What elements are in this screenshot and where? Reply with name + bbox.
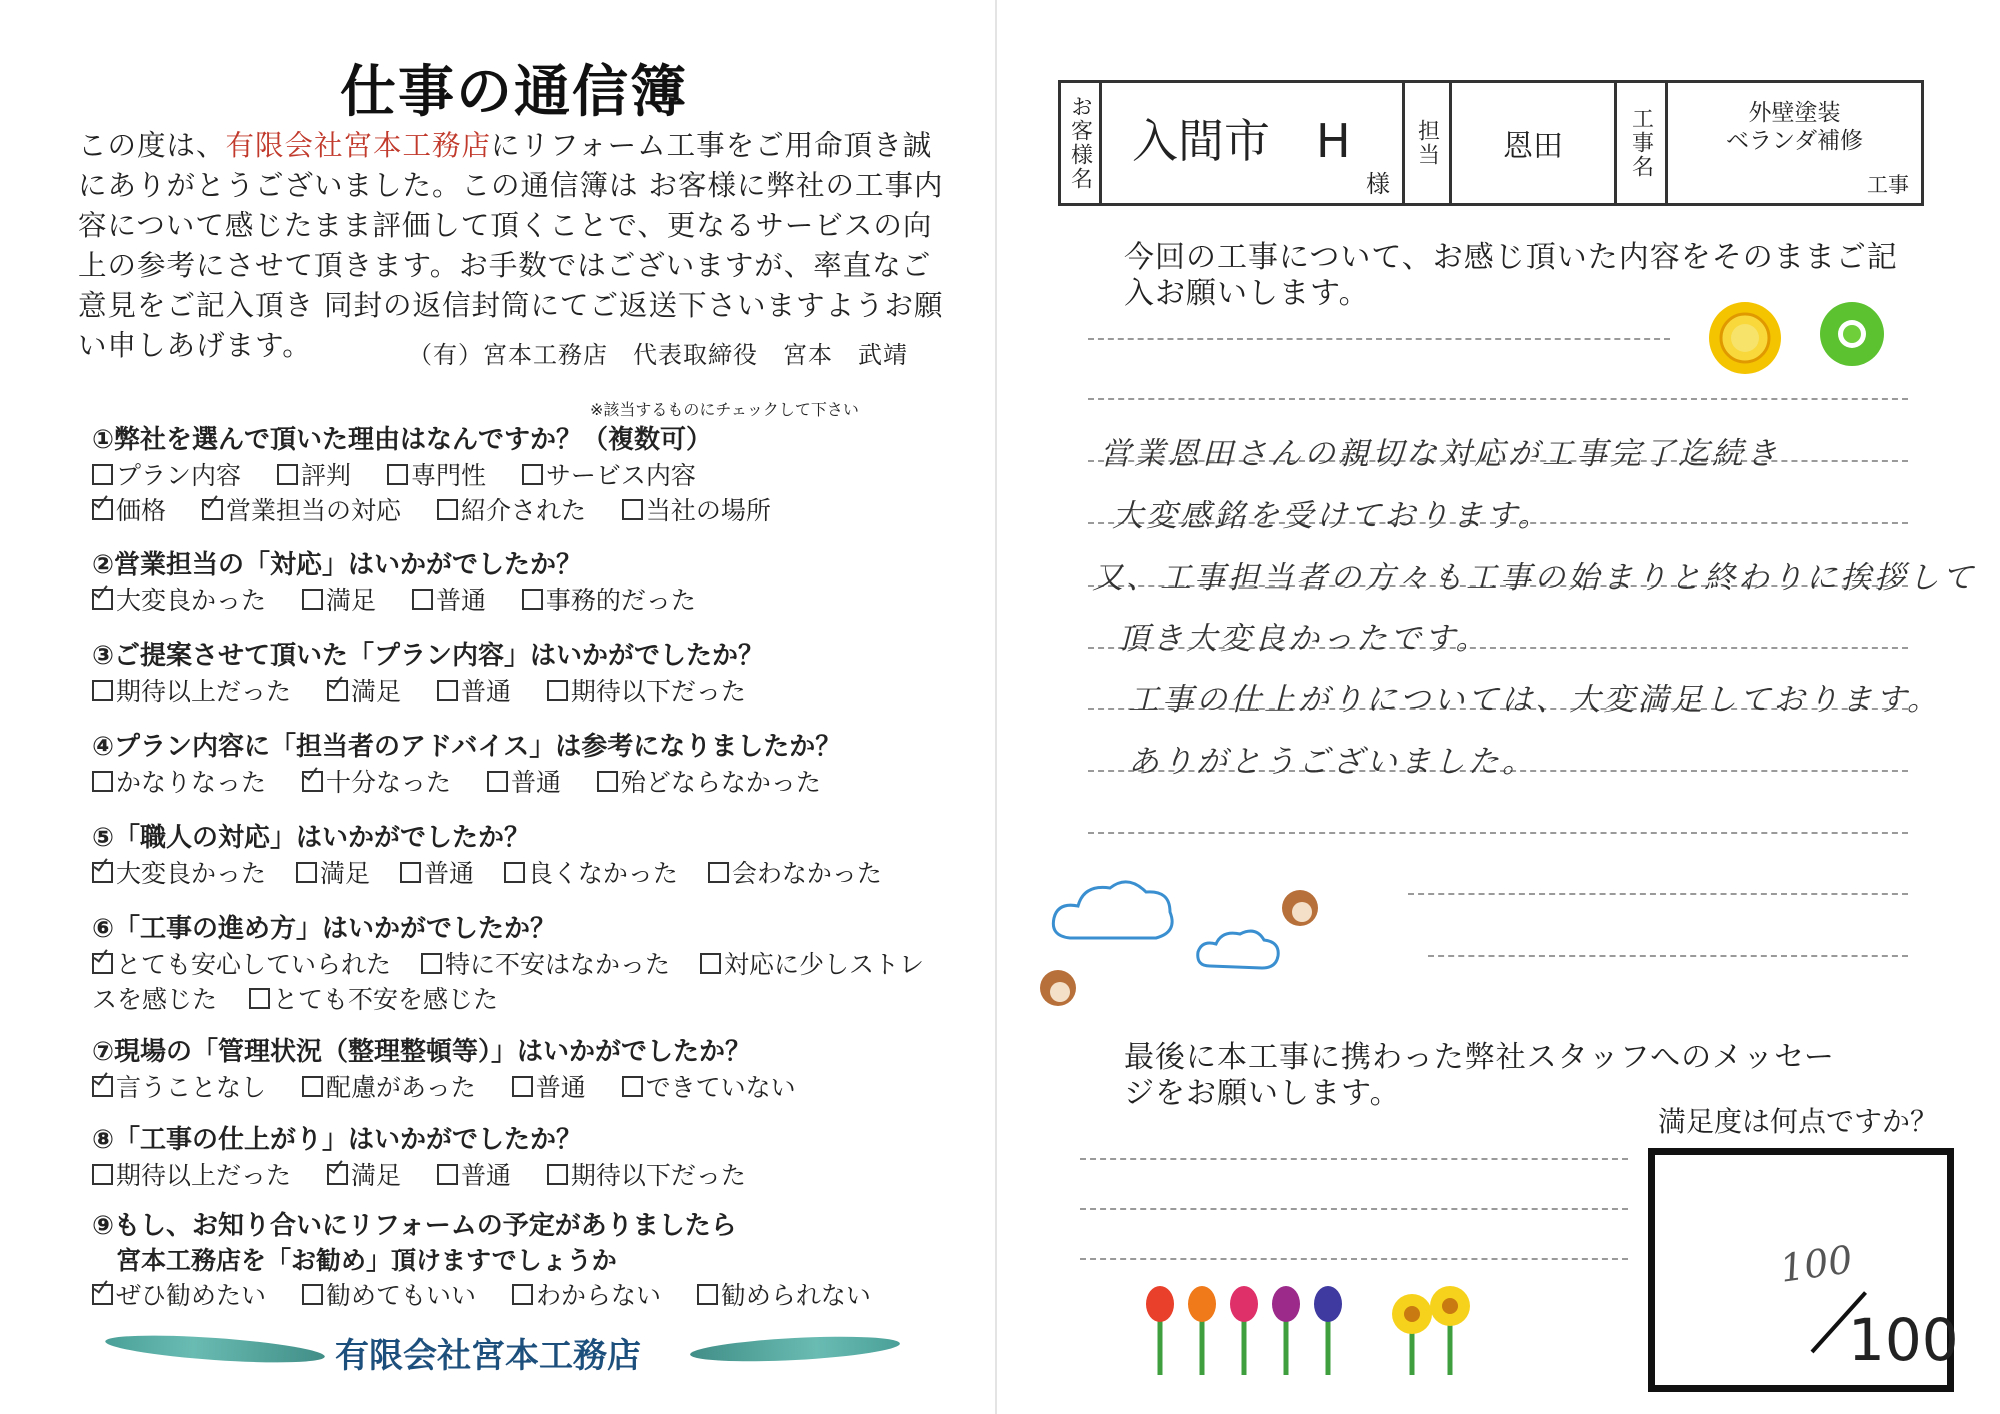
checkbox[interactable]	[277, 464, 298, 485]
option-label: 普通	[460, 1161, 511, 1190]
checkbox[interactable]	[512, 1284, 533, 1305]
checkbox[interactable]	[387, 464, 408, 485]
option-label: 当社の場所	[645, 496, 771, 525]
checkbox[interactable]	[92, 680, 113, 701]
question-title: ⑦現場の「管理状況（整理整頓等）」はいかがでしたか？	[92, 1037, 752, 1067]
option-label: とても不安を感じた	[272, 985, 498, 1014]
green-flower-icon	[1820, 302, 1884, 366]
option[interactable]	[302, 1070, 476, 1105]
option-label: 会わなかった	[731, 859, 882, 888]
option[interactable]	[622, 493, 771, 528]
option[interactable]	[547, 674, 746, 709]
option[interactable]	[512, 1070, 586, 1105]
handwritten-comment: 工事の仕上がりについては、大変満足しております。	[1128, 682, 1941, 718]
option-label: 期待以下だった	[570, 1161, 746, 1190]
checkbox-checked[interactable]	[302, 771, 323, 792]
tulip-icon	[1146, 1286, 1174, 1322]
option[interactable]	[437, 674, 511, 709]
option-label: とても安心していられた	[116, 950, 392, 979]
checkbox[interactable]	[302, 1284, 323, 1305]
checkbox[interactable]	[302, 1076, 323, 1097]
customer-cell	[1102, 83, 1405, 203]
option[interactable]	[92, 1158, 291, 1193]
option-label: 普通	[510, 768, 561, 797]
question-5	[92, 820, 952, 891]
writing-line	[1088, 338, 1670, 340]
option-label: 普通	[535, 1073, 586, 1102]
checkbox-checked[interactable]	[92, 499, 113, 520]
option[interactable]	[547, 1158, 746, 1193]
option[interactable]	[412, 583, 486, 618]
work-cell	[1668, 83, 1921, 203]
option-label: 期待以下だった	[570, 677, 746, 706]
writing-line	[1428, 955, 1908, 957]
handwritten-comment: ありがとうございました。	[1128, 744, 1536, 780]
option[interactable]	[504, 856, 678, 891]
tulips-decoration	[1140, 1280, 1480, 1380]
intro-before: この度は、	[78, 129, 226, 162]
option[interactable]	[622, 1070, 796, 1105]
option-label: 勧めてもいい	[325, 1281, 476, 1310]
work-label: 工事名	[1617, 83, 1668, 203]
tulip-icon	[1314, 1286, 1342, 1322]
question-title: ④プラン内容に「担当者のアドバイス」は参考になりましたか？	[92, 732, 842, 762]
checkbox[interactable]	[487, 771, 508, 792]
intro-after: にリフォーム工事をご用命頂き誠にありがとうございました。この通信簿は お客様に弊社の工事内容について感じたまま評価して頂くことで、更なるサービスの向上の参考にさせて頂きます。お手数ではございますが、率直なご意見をご記入頂き 同封の返信封筒にてご返送下さいますようお願い申しあげます。	[78, 129, 944, 362]
page-fold	[995, 0, 997, 1414]
option-label: 営業担当の対応	[225, 496, 401, 525]
work-suffix: 工事	[1867, 173, 1909, 197]
option[interactable]	[597, 765, 821, 800]
score-handwritten: 100	[1777, 1237, 1856, 1291]
checkbox-checked[interactable]	[92, 589, 113, 610]
work-line-2: ベランダ補修	[1725, 128, 1864, 154]
sunflower-icon	[1709, 302, 1781, 374]
question-title-line2: 宮本工務店を「お勧め」頂けますでしょうか	[116, 1246, 617, 1275]
option-label: 満足	[350, 1161, 401, 1190]
option[interactable]	[437, 1158, 511, 1193]
option-label: 満足	[325, 586, 376, 615]
option-label: 期待以上だった	[116, 677, 292, 706]
question-2	[92, 547, 952, 618]
question-title: ②営業担当の「対応」はいかがでしたか？	[92, 550, 583, 580]
message-prompt: 最後に本工事に携わった弊社スタッフへのメッセージをお願いします。	[1124, 1040, 1835, 1111]
cloud-icon	[1053, 882, 1278, 968]
score-max: 100	[1848, 1306, 1959, 1374]
option-label: 満足	[319, 859, 370, 888]
option-label: 殆どならなかった	[620, 768, 821, 797]
flower-decoration	[1700, 298, 1900, 378]
customer-name: 入間市 H	[1132, 114, 1351, 168]
handwritten-comment: 営業恩田さんの親切な対応が工事完了迄続き	[1100, 436, 1780, 472]
option-label: 価格	[116, 496, 167, 525]
checkbox[interactable]	[421, 953, 442, 974]
question-title: ⑧「工事の仕上がり」はいかがでしたか？	[92, 1125, 583, 1155]
option[interactable]	[92, 856, 266, 891]
option-label: 十分なった	[325, 768, 451, 797]
checkbox[interactable]	[522, 464, 543, 485]
question-title: ⑨もし、お知り合いにリフォームの予定がありましたら	[92, 1211, 737, 1241]
checkbox[interactable]	[622, 1076, 643, 1097]
staff-label: 担当	[1405, 83, 1452, 203]
option[interactable]	[92, 765, 266, 800]
checkbox[interactable]	[597, 771, 618, 792]
option-label: 対応に少しストレスを感じた	[92, 950, 924, 1014]
checkbox[interactable]	[412, 589, 433, 610]
checkbox[interactable]	[437, 1164, 458, 1185]
option[interactable]	[487, 765, 561, 800]
option[interactable]	[387, 458, 486, 493]
option-label: 紹介された	[460, 496, 586, 525]
option-label: 特に不安はなかった	[444, 950, 670, 979]
option-label: 良くなかった	[527, 859, 678, 888]
tulip-icon	[1272, 1286, 1300, 1322]
option[interactable]	[296, 856, 370, 891]
brush-stroke-decoration	[105, 1330, 326, 1367]
question-8	[92, 1122, 952, 1193]
clouds-birds-decoration	[1030, 870, 1350, 1020]
check-note: ※該当するものにチェックして下さい	[590, 400, 859, 419]
checkbox[interactable]	[697, 1284, 718, 1305]
writing-line	[1088, 398, 1908, 400]
work-name	[1668, 99, 1921, 155]
checkbox-checked[interactable]	[202, 499, 223, 520]
checkbox[interactable]	[504, 862, 525, 883]
option[interactable]	[327, 674, 401, 709]
option[interactable]	[202, 493, 401, 528]
footer-company-name: 有限会社宮本工務店	[335, 1336, 641, 1376]
question-9	[92, 1208, 952, 1313]
checkbox[interactable]	[249, 988, 270, 1009]
signature: （有）宮本工務店 代表取締役 宮本 武靖	[408, 341, 908, 369]
checkbox-checked[interactable]	[92, 1284, 113, 1305]
question-title: ⑤「職人の対応」はいかがでしたか？	[92, 823, 531, 853]
option[interactable]	[92, 1278, 266, 1313]
option-label: プラン内容	[116, 461, 242, 490]
writing-line	[1088, 832, 1908, 834]
checkbox[interactable]	[400, 862, 421, 883]
option[interactable]	[277, 458, 351, 493]
checkbox[interactable]	[437, 680, 458, 701]
bird-icon	[1040, 970, 1076, 1006]
option-label: わからない	[535, 1281, 661, 1310]
option[interactable]	[92, 947, 391, 982]
question-4	[92, 729, 952, 800]
question-1	[92, 422, 952, 528]
checkbox[interactable]	[708, 862, 729, 883]
sunflower-icon	[1392, 1294, 1432, 1334]
checkbox[interactable]	[92, 1164, 113, 1185]
writing-line	[1080, 1158, 1628, 1160]
handwritten-comment: 大変感銘を受けております。	[1112, 498, 1552, 534]
option[interactable]	[400, 856, 474, 891]
checkbox-checked[interactable]	[92, 953, 113, 974]
checkbox[interactable]	[302, 589, 323, 610]
tulip-icon	[1188, 1286, 1216, 1322]
option-label: 大変良かった	[116, 586, 267, 615]
option-label: 評判	[300, 461, 351, 490]
checkbox[interactable]	[522, 589, 543, 610]
option[interactable]	[302, 583, 376, 618]
option[interactable]	[92, 458, 241, 493]
option-label: かなりなった	[116, 768, 267, 797]
option[interactable]	[92, 674, 291, 709]
option-label: 事務的だった	[545, 586, 696, 615]
sunflower-icon	[1430, 1286, 1470, 1326]
question-7	[92, 1034, 952, 1105]
checkbox-checked[interactable]	[92, 862, 113, 883]
option-label: 大変良かった	[116, 859, 267, 888]
customer-label: お客様名	[1061, 83, 1102, 203]
checkbox[interactable]	[547, 680, 568, 701]
option[interactable]	[92, 1070, 266, 1105]
checkbox[interactable]	[622, 499, 643, 520]
option-label: 配慮があった	[325, 1073, 476, 1102]
score-question: 満足度は何点ですか？	[1658, 1105, 1939, 1138]
work-line-1: 外壁塗装	[1748, 100, 1841, 126]
option[interactable]	[697, 1278, 871, 1313]
checkbox-checked[interactable]	[327, 680, 348, 701]
option-label: サービス内容	[545, 461, 696, 490]
option[interactable]	[421, 947, 670, 982]
option-label: 勧められない	[720, 1281, 871, 1310]
writing-line	[1408, 893, 1908, 895]
customer-suffix: 様	[1366, 170, 1390, 198]
checkbox-checked[interactable]	[327, 1164, 348, 1185]
comment-prompt: 今回の工事について、お感じ頂いた内容をそのままご記入お願いします。	[1124, 240, 1898, 311]
handwritten-comment: 頂き大変良かったです。	[1118, 621, 1490, 657]
option-label: 普通	[435, 586, 486, 615]
checkbox[interactable]	[700, 953, 721, 974]
question-3	[92, 638, 952, 709]
option-label: 言うことなし	[116, 1073, 267, 1102]
option[interactable]	[512, 1278, 661, 1313]
option-label: 普通	[423, 859, 474, 888]
question-title: ①弊社を選んで頂いた理由はなんですか？（複数可）	[92, 425, 713, 455]
option[interactable]	[708, 856, 882, 891]
header-info-table	[1058, 80, 1924, 206]
checkbox[interactable]	[512, 1076, 533, 1097]
tulip-icon	[1230, 1286, 1258, 1322]
option-label: 普通	[460, 677, 511, 706]
checkbox[interactable]	[296, 862, 317, 883]
intro-company: 有限会社宮本工務店	[225, 129, 492, 162]
intro-text	[78, 126, 948, 366]
option-label: 満足	[350, 677, 401, 706]
option-label: 専門性	[410, 461, 486, 490]
option[interactable]	[437, 493, 586, 528]
checkbox[interactable]	[547, 1164, 568, 1185]
staff-name: 恩田	[1452, 83, 1617, 203]
bird-icon	[1282, 890, 1318, 926]
option[interactable]	[92, 493, 166, 528]
option[interactable]	[302, 1278, 476, 1313]
option[interactable]	[302, 765, 451, 800]
option-label: ぜひ勧めたい	[116, 1281, 267, 1310]
checkbox[interactable]	[437, 499, 458, 520]
question-6	[92, 911, 952, 1017]
checkbox-checked[interactable]	[92, 1076, 113, 1097]
writing-line	[1080, 1208, 1628, 1210]
writing-line	[1080, 1258, 1628, 1260]
checkbox[interactable]	[92, 464, 113, 485]
option[interactable]	[92, 583, 266, 618]
option[interactable]	[522, 458, 696, 493]
question-title: ⑥「工事の進め方」はいかがでしたか？	[92, 914, 557, 944]
option[interactable]	[327, 1158, 401, 1193]
brush-stroke-decoration	[690, 1333, 901, 1366]
option-label: 期待以上だった	[116, 1161, 292, 1190]
option[interactable]	[522, 583, 696, 618]
handwritten-comment: 又、工事担当者の方々も工事の始まりと終わりに挨拶して	[1092, 560, 1976, 596]
checkbox[interactable]	[92, 771, 113, 792]
option[interactable]	[249, 982, 498, 1017]
page-title: 仕事の通信簿	[340, 60, 688, 125]
option-label: できていない	[645, 1073, 796, 1102]
question-title: ③ご提案させて頂いた「プラン内容」はいかがでしたか？	[92, 641, 765, 671]
